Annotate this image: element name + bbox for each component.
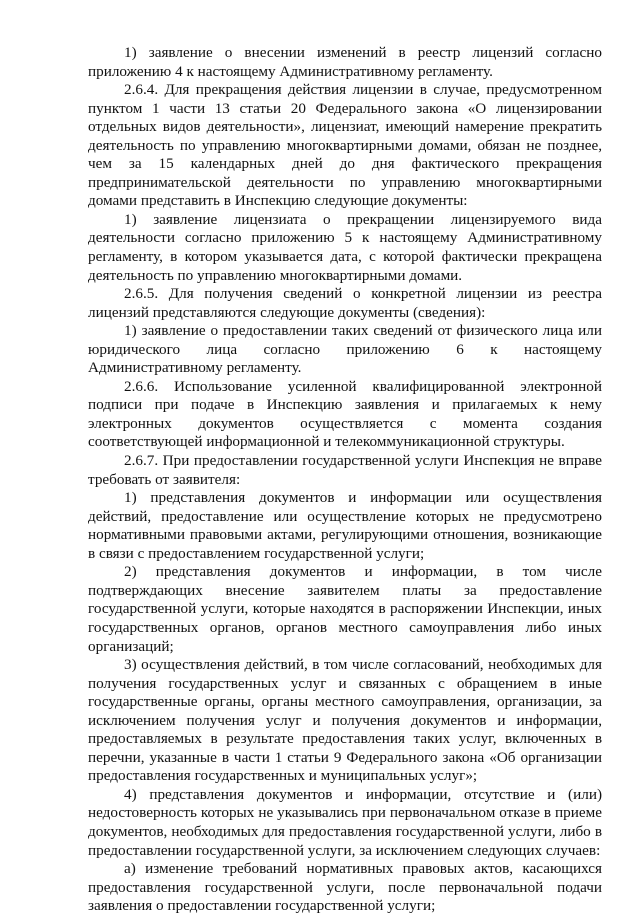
paragraph-2-6-7: 2.6.7. При предоставлении государственной услуги Инспекция не вправе требовать от заявителя: [88,452,602,488]
paragraph-2-6-6: 2.6.6. Использование усиленной квалифицированной электронной подписи при подаче в Инспекцию заявления и прилагаемых к нему электронных документов осуществляется с момента создания соответствующей информационной и телекоммуникационной структуры. [88,377,602,451]
paragraph-2-6-4: 2.6.4. Для прекращения действия лицензии в случае, предусмотренном пунктом 1 части 13 статьи 20 Федерального закона «О лицензировании отдельных видов деятельности», лицензиат, имеющий намерение прекратить деятельность по управлению многоквартирными домами, обязан не позднее, чем за 15 календарных дней до дня фактического прекращения предпринимательской деятельности по управлению многоквартирными домами представить в Инспекцию следующие документы: [88,81,602,210]
paragraph-termination-application: 1) заявление лицензиата о прекращении лицензируемого вида деятельности согласно приложению 5 к настоящему Административному регламенту, в котором указывается дата, с которой фактически прекращена деятельность по управлению многоквартирными домами. [88,210,602,284]
paragraph-item-2: 2) представления документов и информации, в том числе подтверждающих внесение заявителем платы за предоставление государственной услуги, которые находятся в распоряжении Инспекции, иных государственных органов, органов местного самоуправления либо иных организаций; [88,563,602,655]
document-page [88,44,602,916]
paragraph-information-request: 1) заявление о предоставлении таких сведений от физического лица или юридического лица согласно приложению 6 к настоящему Административному регламенту. [88,322,602,377]
paragraph-2-6-5: 2.6.5. Для получения сведений о конкретной лицензии из реестра лицензий представляются следующие документы (сведения): [88,285,602,321]
paragraph-1-application-changes: 1) заявление о внесении изменений в реестр лицензий согласно приложению 4 к настоящему Административному регламенту. [88,44,602,80]
paragraph-item-1: 1) представления документов и информации или осуществления действий, предоставление или осуществление которых не предусмотрено нормативными правовыми актами, регулирующими отношения, возникающие в связи с предоставлением государственной услуги; [88,489,602,562]
paragraph-item-4: 4) представления документов и информации, отсутствие и (или) недостоверность которых не указывались при первоначальном отказе в приеме документов, необходимых для предоставления государственной услуги, либо в предоставлении государственной услуги, за исключением следующих случаев: [88,785,602,859]
paragraph-item-a: а) изменение требований нормативных правовых актов, касающихся предоставления государственной услуги, после первоначальной подачи заявления о предоставлении государственной услуги; [88,860,602,915]
paragraph-item-3: 3) осуществления действий, в том числе согласований, необходимых для получения государственных услуг и связанных с обращением в иные государственные органы, органы местного самоуправления, организации, за исключением получения услуг и получения документов и информации, предоставляемых в результате предоставления таких услуг, включенных в перечни, указанные в части 1 статьи 9 Федерального закона «Об организации предоставления государственных и муниципальных услуг»; [88,656,602,785]
